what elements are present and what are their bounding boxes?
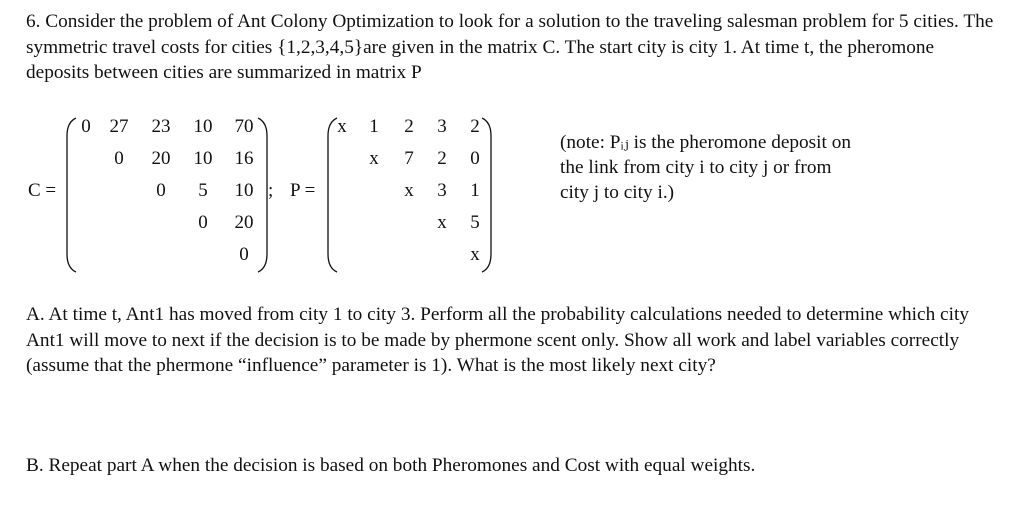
c-cell-4-4: 0: [198, 212, 208, 233]
matrix-separator: ;: [268, 180, 274, 201]
p-cell-3-3: x: [404, 180, 414, 201]
matrix-c-left-bracket: [64, 116, 78, 274]
c-cell-3-4: 5: [198, 180, 208, 201]
p-cell-2-5: 0: [470, 148, 480, 169]
c-cell-5-5: 0: [239, 244, 249, 265]
p-cell-1-4: 3: [437, 116, 447, 137]
part-a-question: A. At time t, Ant1 has moved from city 1 to city 3. Perform all the probability calculations needed to determine which city Ant1 will move to next if the decision is to be made by phermone scent only. Show all work and label variables correctly (assume that the phermone “influence” parameter is 1). What is the most likely next city?: [26, 304, 969, 376]
c-cell-1-2: 27: [109, 116, 129, 137]
p-cell-4-5: 5: [470, 212, 480, 233]
p-cell-1-2: 1: [369, 116, 379, 137]
c-cell-1-1: 0: [81, 116, 91, 137]
p-cell-3-4: 3: [437, 180, 447, 201]
matrix-c-label: C =: [28, 180, 57, 201]
pheromone-note: (note: Pᵢⱼ is the pheromone deposit on the link from city i to city j or from city j to city i.): [560, 132, 851, 203]
part-b-question: B. Repeat part A when the decision is based on both Pheromones and Cost with equal weights.: [26, 455, 756, 476]
p-cell-2-2: x: [369, 148, 379, 169]
c-cell-2-5: 16: [234, 148, 254, 169]
c-cell-3-3: 0: [156, 180, 166, 201]
c-cell-2-2: 0: [114, 148, 124, 169]
c-cell-2-4: 10: [193, 148, 213, 169]
p-cell-4-4: x: [437, 212, 447, 233]
p-cell-2-3: 7: [404, 148, 414, 169]
p-cell-1-5: 2: [470, 116, 480, 137]
c-cell-4-5: 20: [234, 212, 254, 233]
p-cell-3-5: 1: [470, 180, 480, 201]
c-cell-1-3: 23: [151, 116, 171, 137]
p-cell-1-3: 2: [404, 116, 414, 137]
problem-intro: 6. Consider the problem of Ant Colony Optimization to look for a solution to the traveling salesman problem for 5 cities. The symmetric travel costs for cities {1,2,3,4,5}are given in the matrix C. The start city is city 1. At time t, the pheromone deposits between cities are summarized in matrix P: [26, 11, 994, 83]
c-cell-3-5: 10: [234, 180, 254, 201]
c-cell-1-4: 10: [193, 116, 213, 137]
matrix-p-label: P =: [290, 180, 316, 201]
p-cell-2-4: 2: [437, 148, 447, 169]
c-cell-1-5: 70: [234, 116, 254, 137]
c-cell-2-3: 20: [151, 148, 171, 169]
matrix-p-left-bracket: [325, 116, 339, 274]
p-cell-1-1: x: [337, 116, 347, 137]
p-cell-5-5: x: [470, 244, 480, 265]
